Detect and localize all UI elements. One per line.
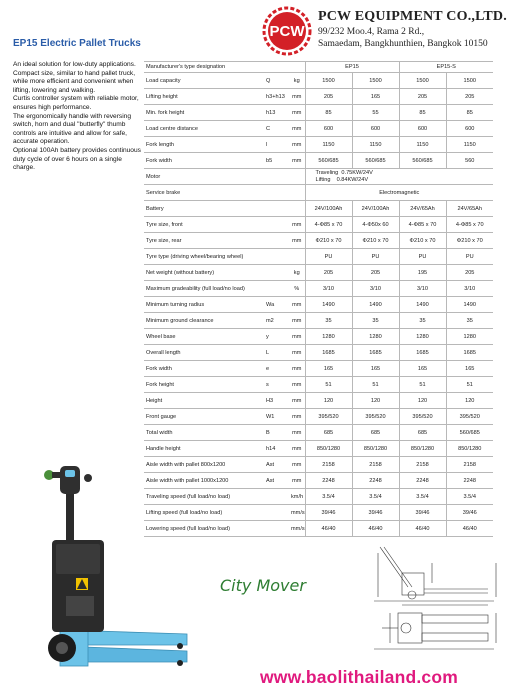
row-label: Lifting height	[144, 89, 263, 105]
row-label: Tyre size, front	[144, 217, 263, 233]
row-symbol: m2	[263, 313, 289, 329]
product-title: EP15 Electric Pallet Trucks	[13, 38, 141, 49]
row-symbol: l	[263, 137, 289, 153]
row-label: Service brake	[144, 185, 263, 201]
row-value: 120	[305, 393, 352, 409]
row-value: 1500	[446, 73, 493, 89]
row-value: 51	[352, 377, 399, 393]
row-unit: mm	[289, 297, 305, 313]
row-symbol	[263, 521, 289, 537]
row-unit: mm/s	[289, 505, 305, 521]
row-value: 560	[446, 153, 493, 169]
row-unit: mm	[289, 121, 305, 137]
row-symbol	[263, 489, 289, 505]
table-row	[144, 505, 493, 521]
row-value: 85	[446, 105, 493, 121]
row-label: Overall length	[144, 345, 263, 361]
row-unit: mm/s	[289, 521, 305, 537]
row-value: 1280	[446, 329, 493, 345]
row-symbol: Ast	[263, 457, 289, 473]
row-value: Φ210 x 70	[399, 233, 446, 249]
row-value: 24V/65Ah	[399, 201, 446, 217]
row-value: 560/685	[352, 153, 399, 169]
description-line: Optional 100Ah battery provides continuous duty cycle of over 6 hours on a single charge.	[13, 146, 141, 172]
row-value: 1150	[446, 137, 493, 153]
row-value: 205	[446, 265, 493, 281]
row-value: 120	[352, 393, 399, 409]
row-value: 3/10	[352, 281, 399, 297]
row-label: Aisle width with pallet 800x1200	[144, 457, 263, 473]
row-value: 2248	[446, 473, 493, 489]
description-line: Compact size, similar to hand pallet truck, while more efficient and convenient when lifting, lowering and walking.	[13, 69, 136, 94]
row-unit: kg	[289, 265, 305, 281]
row-value: 850/1280	[352, 441, 399, 457]
row-label: Total width	[144, 425, 263, 441]
row-symbol	[263, 265, 289, 281]
row-value: 1150	[399, 137, 446, 153]
row-value: 600	[352, 121, 399, 137]
row-value: 46/40	[399, 521, 446, 537]
table-row	[144, 137, 493, 153]
row-symbol: H3	[263, 393, 289, 409]
row-value: 85	[305, 105, 352, 121]
row-value: 1490	[305, 297, 352, 313]
row-label: Fork length	[144, 137, 263, 153]
row-value: 205	[305, 89, 352, 105]
row-value: 3.5/4	[399, 489, 446, 505]
row-value: 2248	[352, 473, 399, 489]
table-row	[144, 89, 493, 105]
row-value: 685	[352, 425, 399, 441]
row-value: 55	[352, 105, 399, 121]
motor-spec	[305, 169, 493, 185]
row-value: 395/520	[352, 409, 399, 425]
row-value: 3/10	[305, 281, 352, 297]
row-value: 4-Φ50x 60	[352, 217, 399, 233]
row-value: 39/46	[399, 505, 446, 521]
pcw-logo	[262, 6, 312, 56]
row-value: 120	[399, 393, 446, 409]
row-label: Aisle width with pallet 1000x1200	[144, 473, 263, 489]
row-unit	[289, 249, 305, 265]
row-value: 24V/65Ah	[446, 201, 493, 217]
row-value: PU	[399, 249, 446, 265]
pallet-truck-line-drawing	[372, 543, 502, 655]
row-symbol: W1	[263, 409, 289, 425]
row-symbol: s	[263, 377, 289, 393]
row-label: Min. fork height	[144, 105, 263, 121]
row-unit: mm	[289, 217, 305, 233]
row-symbol: C	[263, 121, 289, 137]
row-value: 395/520	[305, 409, 352, 425]
row-value: 1150	[305, 137, 352, 153]
table-row	[144, 489, 493, 505]
row-unit: %	[289, 281, 305, 297]
row-value: 2158	[399, 457, 446, 473]
row-value: 51	[446, 377, 493, 393]
row-label: Fork width	[144, 153, 263, 169]
row-unit: mm	[289, 441, 305, 457]
row-value: 85	[399, 105, 446, 121]
row-value: 1490	[352, 297, 399, 313]
table-row	[144, 345, 493, 361]
row-value: 1280	[399, 329, 446, 345]
table-row	[144, 169, 493, 185]
row-value: 3.5/4	[352, 489, 399, 505]
row-value: 850/1280	[446, 441, 493, 457]
row-unit: mm	[289, 409, 305, 425]
row-value: 4-Φ85 x 70	[305, 217, 352, 233]
table-row	[144, 473, 493, 489]
row-label: Battery	[144, 201, 263, 217]
row-value: 1280	[305, 329, 352, 345]
row-unit: mm	[289, 361, 305, 377]
table-row	[144, 281, 493, 297]
row-value: 165	[352, 89, 399, 105]
row-unit: mm	[289, 329, 305, 345]
row-value: 4-Φ85 x 70	[399, 217, 446, 233]
row-value: 46/40	[305, 521, 352, 537]
row-label: Minimum turning radius	[144, 297, 263, 313]
row-value: 850/1280	[305, 441, 352, 457]
table-row	[144, 233, 493, 249]
row-value: 46/40	[352, 521, 399, 537]
row-label: Wheel base	[144, 329, 263, 345]
row-label: Load capacity	[144, 73, 263, 89]
row-value: 685	[305, 425, 352, 441]
row-value: 685	[399, 425, 446, 441]
description-line: The ergonomically handle with reversing switch, horn and dual "butterfly" thumb controls are intuitive and allow for safe, accurate operation.	[13, 112, 132, 146]
table-row	[144, 297, 493, 313]
row-unit: mm	[289, 137, 305, 153]
row-symbol: Wa	[263, 297, 289, 313]
row-label: Height	[144, 393, 263, 409]
row-value: 2158	[446, 457, 493, 473]
row-symbol	[263, 249, 289, 265]
row-value: 395/520	[446, 409, 493, 425]
row-unit: km/h	[289, 489, 305, 505]
row-symbol	[263, 185, 289, 201]
table-row	[144, 185, 493, 201]
row-label: Handle height	[144, 441, 263, 457]
table-row	[144, 377, 493, 393]
row-value: 39/46	[305, 505, 352, 521]
row-unit: mm	[289, 345, 305, 361]
row-value: 39/46	[446, 505, 493, 521]
row-label: Maximum gradeability (full load/no load)	[144, 281, 263, 297]
row-value: 51	[305, 377, 352, 393]
row-unit: mm	[289, 393, 305, 409]
row-value: 560/685	[446, 425, 493, 441]
model-ep15s-header: EP15-S	[399, 62, 493, 73]
row-value: 1150	[352, 137, 399, 153]
row-unit: mm	[289, 89, 305, 105]
row-value: 395/520	[399, 409, 446, 425]
row-value: 1490	[399, 297, 446, 313]
row-unit: mm	[289, 153, 305, 169]
row-unit: mm	[289, 377, 305, 393]
city-mover-slogan: City Mover	[220, 576, 306, 595]
table-row	[144, 393, 493, 409]
table-row	[144, 313, 493, 329]
header-label: Manufacturer's type designation	[144, 62, 305, 73]
row-symbol: Q	[263, 73, 289, 89]
row-value: 850/1280	[399, 441, 446, 457]
product-description	[13, 61, 141, 173]
row-value: 165	[305, 361, 352, 377]
row-value: Φ210 x 70	[352, 233, 399, 249]
address-line-2: Samaedam, Bangkhunthien, Bangkok 10150	[318, 39, 488, 49]
row-symbol	[263, 281, 289, 297]
row-value: 3.5/4	[305, 489, 352, 505]
row-symbol: h13	[263, 105, 289, 121]
row-symbol	[263, 169, 289, 185]
row-label: Tyre type (driving wheel/bearing wheel)	[144, 249, 263, 265]
table-row	[144, 73, 493, 89]
row-symbol	[263, 233, 289, 249]
table-header-row	[144, 62, 493, 73]
row-unit: mm	[289, 313, 305, 329]
row-value: 560/685	[399, 153, 446, 169]
website-url[interactable]: www.baolithailand.com	[260, 667, 459, 687]
row-label: Motor	[144, 169, 263, 185]
row-value: 3/10	[399, 281, 446, 297]
table-row	[144, 265, 493, 281]
row-value: 2158	[352, 457, 399, 473]
row-unit: mm	[289, 473, 305, 489]
row-value: 205	[352, 265, 399, 281]
row-symbol: Ast	[263, 473, 289, 489]
row-value: Φ210 x 70	[446, 233, 493, 249]
row-label: Fork width	[144, 361, 263, 377]
row-value: 3.5/4	[446, 489, 493, 505]
row-value: 2248	[399, 473, 446, 489]
row-value: 24V/100Ah	[305, 201, 352, 217]
row-value: 1490	[446, 297, 493, 313]
row-label: Traveling speed (full load/no load)	[144, 489, 263, 505]
row-unit: mm	[289, 457, 305, 473]
row-value: 600	[446, 121, 493, 137]
row-value: 1685	[446, 345, 493, 361]
row-symbol: L	[263, 345, 289, 361]
table-row	[144, 201, 493, 217]
row-symbol	[263, 217, 289, 233]
table-row	[144, 105, 493, 121]
row-value: 600	[399, 121, 446, 137]
table-row	[144, 521, 493, 537]
pallet-truck-illustration	[4, 448, 189, 678]
row-label: Lifting speed (full load/no load)	[144, 505, 263, 521]
row-value: 35	[399, 313, 446, 329]
row-unit	[289, 169, 305, 185]
row-value: Φ210 x 70	[305, 233, 352, 249]
row-value-merged: Electromagnetic	[305, 185, 493, 201]
row-value: 35	[305, 313, 352, 329]
row-value: 2158	[305, 457, 352, 473]
row-symbol: B	[263, 425, 289, 441]
table-row	[144, 361, 493, 377]
description-line: An ideal solution for low-duty applications.	[13, 61, 136, 68]
table-row	[144, 121, 493, 137]
row-symbol: y	[263, 329, 289, 345]
table-row	[144, 249, 493, 265]
row-label: Net weight (without battery)	[144, 265, 263, 281]
row-label: Lowering speed (full load/no load)	[144, 521, 263, 537]
row-symbol: h14	[263, 441, 289, 457]
row-symbol	[263, 201, 289, 217]
row-value: 165	[352, 361, 399, 377]
row-value: 165	[446, 361, 493, 377]
row-unit: kg	[289, 73, 305, 89]
row-value: 1500	[352, 73, 399, 89]
row-value: 560/685	[305, 153, 352, 169]
row-unit: mm	[289, 425, 305, 441]
row-value: 24V/100Ah	[352, 201, 399, 217]
row-value: 4-Φ85 x 70	[446, 217, 493, 233]
row-value: 1685	[305, 345, 352, 361]
table-row	[144, 329, 493, 345]
table-row	[144, 425, 493, 441]
row-value: 1685	[399, 345, 446, 361]
row-value: 165	[399, 361, 446, 377]
logo-text: PCW	[269, 23, 305, 40]
row-value: 39/46	[352, 505, 399, 521]
row-unit	[289, 185, 305, 201]
table-row	[144, 441, 493, 457]
description-line: Curtis controller system with reliable motor, ensures high performance.	[13, 95, 139, 111]
row-value: PU	[446, 249, 493, 265]
row-label: Load centre distance	[144, 121, 263, 137]
row-value: 205	[305, 265, 352, 281]
row-value: PU	[352, 249, 399, 265]
motor-spec-line: Traveling 0.75KW/24V	[315, 170, 373, 177]
row-unit: mm	[289, 233, 305, 249]
row-value: 205	[446, 89, 493, 105]
row-value: 2248	[305, 473, 352, 489]
row-value: PU	[305, 249, 352, 265]
row-value: 120	[446, 393, 493, 409]
row-value: 3/10	[446, 281, 493, 297]
table-row	[144, 457, 493, 473]
model-ep15-header: EP15	[305, 62, 399, 73]
row-value: 51	[399, 377, 446, 393]
row-symbol: h3+h13	[263, 89, 289, 105]
row-unit	[289, 201, 305, 217]
row-value: 1280	[352, 329, 399, 345]
row-value: 600	[305, 121, 352, 137]
address-line-1: 99/232 Moo.4, Rama 2 Rd.,	[318, 27, 425, 37]
spec-table	[144, 61, 493, 537]
row-label: Minimum ground clearance	[144, 313, 263, 329]
table-row	[144, 153, 493, 169]
row-value: 1500	[305, 73, 352, 89]
row-value: 35	[446, 313, 493, 329]
row-value: 195	[399, 265, 446, 281]
row-symbol	[263, 505, 289, 521]
row-unit: mm	[289, 105, 305, 121]
row-value: 1500	[399, 73, 446, 89]
company-name: PCW EQUIPMENT CO.,LTD.	[318, 9, 507, 24]
table-row	[144, 217, 493, 233]
row-label: Fork height	[144, 377, 263, 393]
row-label: Front gauge	[144, 409, 263, 425]
row-value: 46/40	[446, 521, 493, 537]
row-label: Tyre size, rear	[144, 233, 263, 249]
row-value: 1685	[352, 345, 399, 361]
motor-spec-line: Lifting 0.84KW/24V	[315, 176, 369, 183]
row-symbol: b5	[263, 153, 289, 169]
row-symbol: e	[263, 361, 289, 377]
row-value: 205	[399, 89, 446, 105]
table-row	[144, 409, 493, 425]
row-value: 35	[352, 313, 399, 329]
